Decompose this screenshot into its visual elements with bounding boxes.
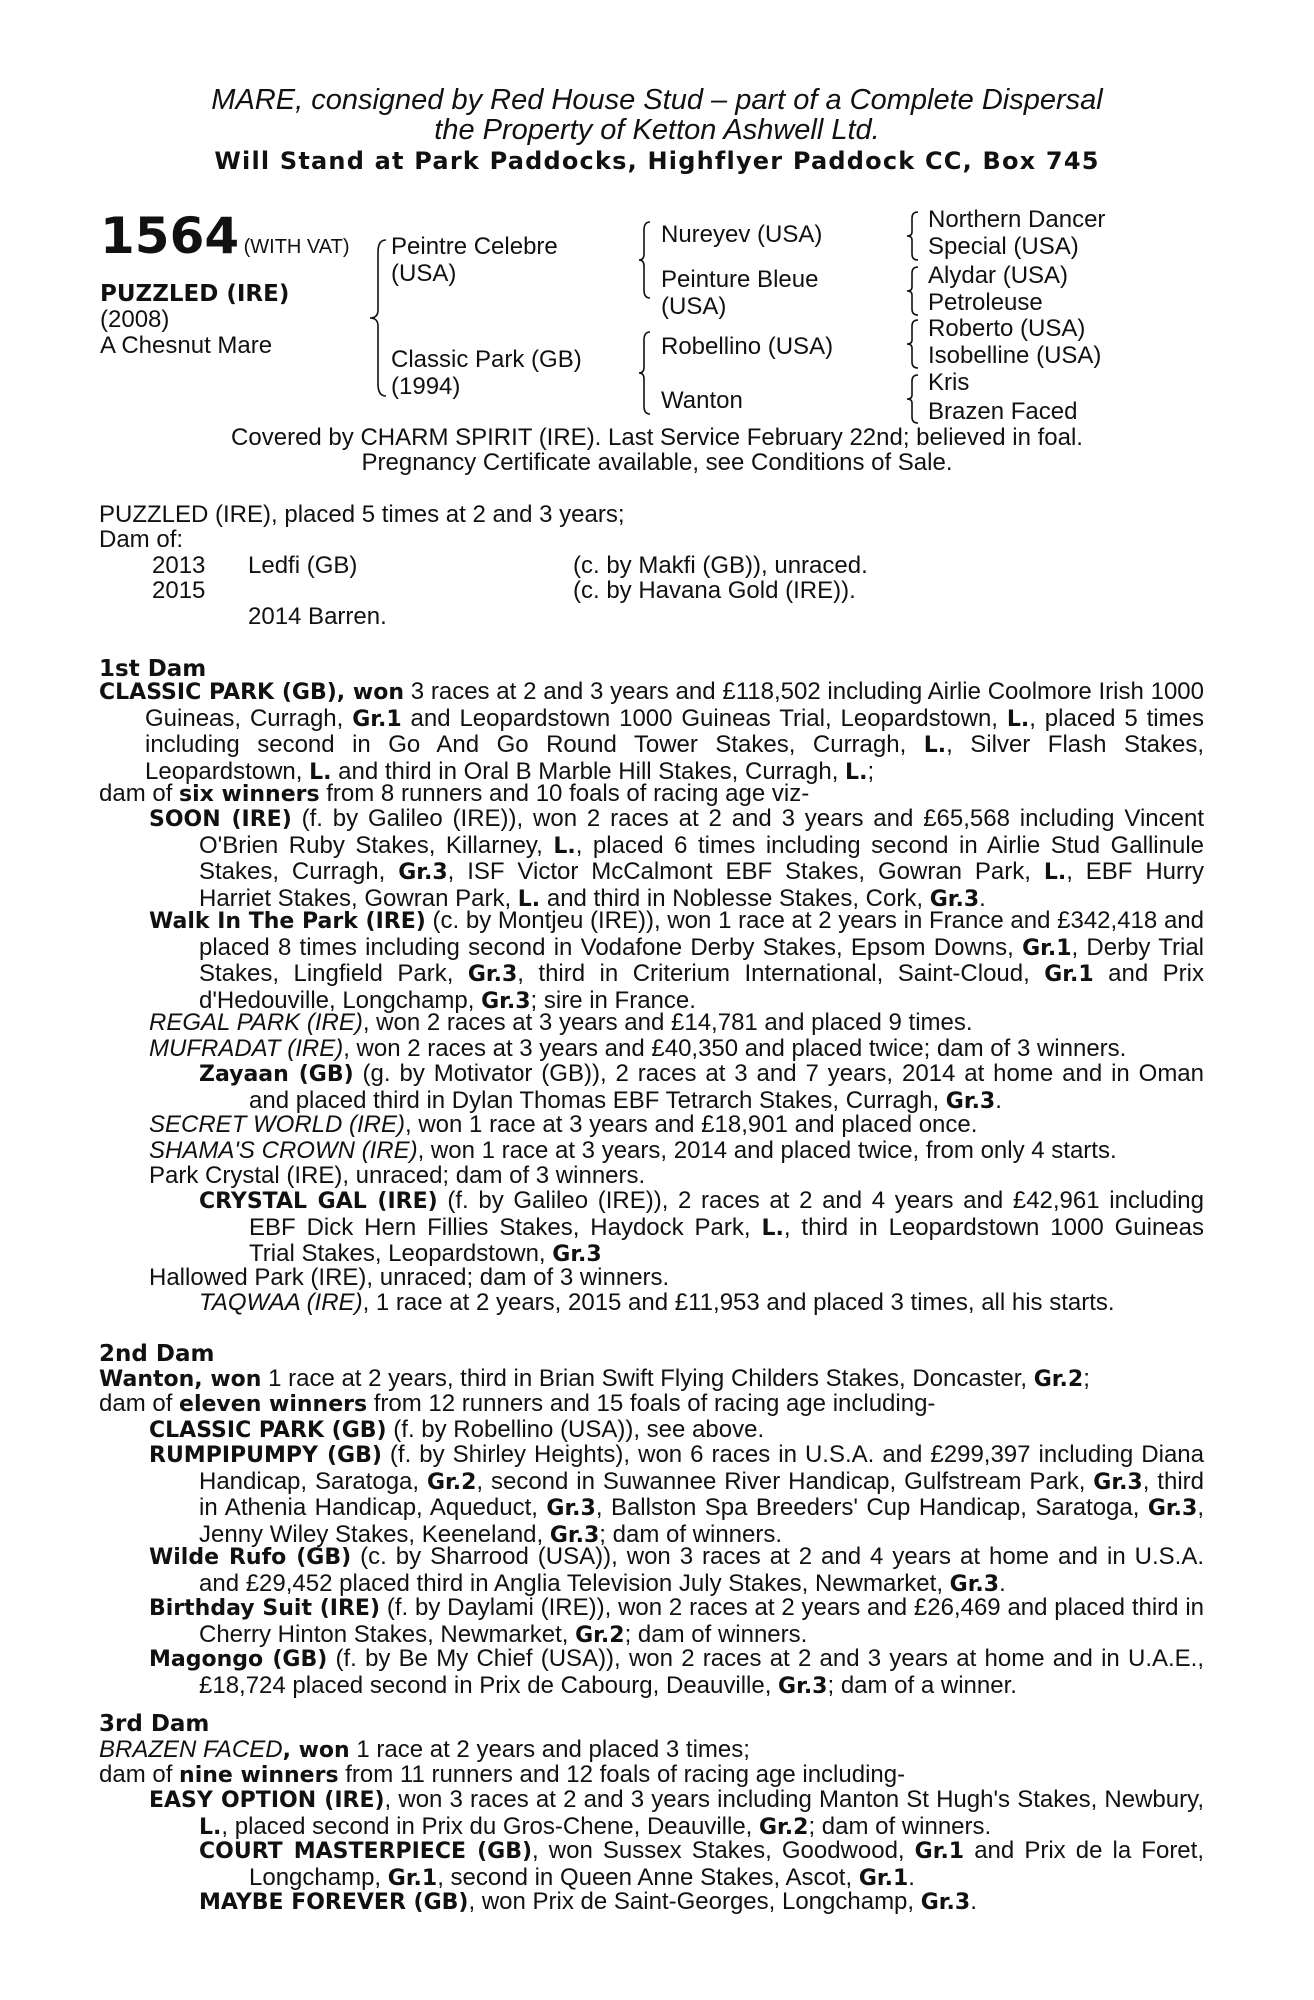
race-text: , second in Queen Anne Stakes, Ascot, [437, 1863, 859, 1891]
progeny-birthday-suit [149, 1595, 1204, 1648]
race-text: , placed 6 times including second in Airlie Stud Gallinule Stakes, Curragh, [199, 831, 1204, 886]
race-text: ; sire in France. [530, 986, 696, 1014]
covered-line: Covered by CHARM SPIRIT (IRE). Last Service February 22nd; believed in foal. [231, 424, 1083, 451]
grade-label: Gr.3 [546, 1496, 596, 1522]
grade-label: Gr.3 [1147, 1496, 1198, 1522]
dam-of-text: dam of [99, 1390, 180, 1417]
produce-intro: PUZZLED (IRE), placed 5 times at 2 and 3 years; [99, 501, 625, 528]
horse-name: Walk In The Park (IRE) [149, 909, 426, 934]
grade-label: Gr.3 [552, 1242, 602, 1268]
race-text: 3 races at 2 and 3 years and £118,502 including Airlie Coolmore Irish 1000 Guineas, Curragh, [145, 678, 1204, 732]
produce-note: (c. by Havana Gold (IRE)). [573, 577, 856, 604]
dam-of-text: dam of [99, 1761, 180, 1788]
race-text: , won 1 race at 3 years, 2014 and placed twice, from only 4 starts. [417, 1137, 1117, 1164]
grade-label: Gr.1 [914, 1839, 965, 1864]
grade-label: Gr.1 [387, 1865, 438, 1891]
pedigree-ssd: Special (USA) [928, 233, 1079, 260]
race-text: , second in Suwannee River Handicap, Gulfstream Park, [476, 1467, 1094, 1495]
grade-label: Gr.3 [467, 962, 518, 988]
second-dam-dam-of [99, 1391, 935, 1418]
race-text: , EBF Hurry Harriet Stakes, Gowran Park, [199, 858, 1205, 912]
pedigree-dam-dam: Wanton [661, 387, 743, 414]
progeny-magongo [149, 1646, 1204, 1699]
race-text: 1 race at 2 years and placed 3 times; [349, 1736, 750, 1763]
race-text: , third in Criterium International, Saint-Cloud, [517, 960, 1045, 988]
listed-label: L. [199, 1814, 222, 1840]
horse-name: Magongo (GB) [149, 1647, 328, 1672]
pedigree-brace-2b [638, 330, 652, 416]
pedigree-brace-3d [906, 373, 920, 425]
pedigree-sss: Northern Dancer [928, 206, 1106, 233]
grade-label: Gr.3 [778, 1673, 828, 1699]
listed-label: L. [923, 733, 947, 759]
race-text: ; dam of winners. [808, 1812, 992, 1840]
won-label: , won [194, 1367, 262, 1392]
pedigree-sire-sire: Nureyev (USA) [661, 221, 823, 248]
progeny-crystal-gal [199, 1188, 1204, 1268]
listed-label: L. [553, 833, 576, 859]
pedigree-dds: Kris [928, 369, 970, 396]
second-dam-main [99, 1366, 1090, 1393]
listed-label: L. [1043, 860, 1067, 886]
produce-year: 2015 [152, 577, 206, 604]
grade-label: Gr.3 [949, 1571, 1000, 1597]
grade-label: Gr.3 [920, 1890, 971, 1915]
lot-description: A Chesnut Mare [100, 332, 273, 359]
pedigree-brace-3b [906, 265, 920, 317]
race-text: , Jenny Wiley Stakes, Keeneland, [199, 1494, 1204, 1548]
progeny-shamas-crown [149, 1138, 1117, 1164]
horse-name: CLASSIC PARK (GB) [149, 1418, 387, 1443]
winners-count: eleven winners [179, 1392, 368, 1417]
grade-label: Gr.2 [759, 1814, 809, 1840]
grade-label: Gr.1 [1022, 935, 1072, 961]
race-text: . [970, 1888, 977, 1915]
vat-label: (WITH VAT) [243, 236, 350, 258]
pedigree-dam-sire: Robellino (USA) [661, 333, 834, 360]
progeny-zayaan [199, 1061, 1204, 1114]
race-text: . [999, 1569, 1006, 1597]
race-text: ; [1083, 1365, 1090, 1392]
lot-name: PUZZLED (IRE) [100, 281, 290, 307]
race-text: , won Sussex Stakes, Goodwood, [532, 1837, 915, 1864]
grade-label: Gr.3 [1093, 1469, 1143, 1495]
pedigree-dss: Roberto (USA) [928, 315, 1086, 342]
progeny-park-crystal: Park Crystal (IRE), unraced; dam of 3 winners. [149, 1162, 646, 1189]
progeny-hallowed-park: Hallowed Park (IRE), unraced; dam of 3 winners. [149, 1264, 670, 1291]
produce-year: 2013 [152, 552, 206, 579]
grade-label: Gr.3 [945, 1088, 996, 1114]
horse-name: SHAMA'S CROWN (IRE) [149, 1137, 418, 1164]
dam-of-text: from 11 runners and 12 foals of racing age including- [338, 1761, 906, 1788]
pedigree-ddd: Brazen Faced [928, 398, 1078, 425]
second-dam-heading: 2nd Dam [99, 1341, 215, 1367]
pedigree-sire-origin: (USA) [391, 260, 457, 287]
lot-number-block [100, 207, 350, 265]
progeny-walk-in-the-park [149, 908, 1204, 1014]
first-dam-name: CLASSIC PARK (GB) [99, 680, 337, 705]
grade-label: Gr.1 [352, 706, 402, 732]
dam-of-label: Dam of: [99, 526, 184, 553]
horse-name: Zayaan (GB) [199, 1062, 354, 1087]
horse-name: REGAL PARK (IRE) [149, 1009, 363, 1036]
won-label: , won [282, 1738, 350, 1763]
race-text: ; [867, 757, 875, 785]
grade-label: Gr.3 [929, 886, 980, 912]
race-text: ; dam of winners. [599, 1520, 783, 1548]
pedigree-sire-dam-origin: (USA) [661, 293, 727, 320]
race-text: (f. by Daylami (IRE)), won 2 races at 2 years and £26,469 and placed third in Cherry Hinton Stakes, Newmarket, [199, 1594, 1204, 1648]
horse-name: SECRET WORLD (IRE) [149, 1111, 406, 1138]
race-text: , won 2 races at 3 years and £40,350 and placed twice; dam of 3 winners. [343, 1035, 1127, 1062]
race-text: , won 1 race at 3 years and £18,901 and placed once. [405, 1111, 978, 1138]
listed-label: L. [845, 759, 868, 785]
winners-count: nine winners [179, 1763, 339, 1788]
produce-barren: 2014 Barren. [248, 603, 387, 630]
race-text: , Ballston Spa Breeders' Cup Handicap, Saratoga, [595, 1494, 1148, 1522]
race-text: (c. by Montjeu (IRE)), won 1 race at 2 years in France and £342,418 and placed 8 times including second in Vodafone Derby Stakes, Epsom Downs, [199, 907, 1204, 961]
race-text: . [908, 1863, 915, 1891]
race-text: and third in Noblesse Stakes, Cork, [540, 884, 930, 912]
race-text: 1 race at 2 years, third in Brian Swift Flying Childers Stakes, Doncaster, [261, 1365, 1034, 1392]
race-text: (f. by Galileo (IRE)), won 2 races at 2 and 3 years and £65,568 including Vincent O'Brien Ruby Stakes, Killarney, [199, 805, 1204, 859]
third-dam-name: BRAZEN FACED [99, 1736, 283, 1763]
listed-label: L. [309, 759, 332, 785]
pedigree-dam: Classic Park (GB) [391, 346, 582, 373]
horse-name: Birthday Suit (IRE) [149, 1596, 381, 1621]
progeny-regal-park [149, 1010, 973, 1036]
won-label: , won [336, 680, 404, 705]
race-text: (f. by Be My Chief (USA)), won 2 races at 2 and 3 years at home and in U.A.E., £18,724 placed second in Prix de Cabourg, Deauville, [199, 1645, 1205, 1699]
horse-name: MUFRADAT (IRE) [149, 1035, 344, 1062]
race-text: (f. by Robellino (USA)), see above. [386, 1416, 765, 1443]
progeny-rumpipumpy [149, 1442, 1204, 1548]
pedigree-brace-1 [368, 238, 388, 398]
horse-name: TAQWAA (IRE) [199, 1289, 363, 1316]
grade-label: Gr.2 [575, 1622, 625, 1648]
pedigree-brace-3c [906, 318, 920, 370]
grade-label: Gr.1 [858, 1865, 909, 1891]
header-stand-line: Will Stand at Park Paddocks, Highflyer Paddock CC, Box 745 [214, 147, 1100, 175]
race-text: , won 3 races at 2 and 3 years including Manton St Hugh's Stakes, Newbury, [384, 1786, 1204, 1813]
progeny-taqwaa [199, 1290, 1115, 1316]
race-text: , won 2 races at 3 years and £14,781 and placed 9 times. [362, 1009, 973, 1036]
race-text: . [979, 884, 986, 912]
pedigree-sire-dam: Peinture Bleue [661, 266, 819, 293]
race-text: and Prix de la Foret, Longchamp, [249, 1837, 1204, 1891]
horse-name: COURT MASTERPIECE (GB) [199, 1839, 533, 1864]
progeny-wilde-rufo [149, 1544, 1204, 1597]
third-dam-heading: 3rd Dam [99, 1711, 210, 1737]
dam-of-text: dam of [99, 780, 180, 807]
progeny-maybe-forever [199, 1889, 977, 1916]
header-property-line: the Property of Ketton Ashwell Ltd. [434, 114, 880, 146]
race-text: (f. by Galileo (IRE)), 2 races at 2 and 4 years and £42,961 including EBF Dick Hern Fillies Stakes, Haydock Park, [249, 1187, 1204, 1241]
lot-year: (2008) [100, 306, 170, 333]
grade-label: Gr.2 [1033, 1367, 1084, 1392]
race-text: , placed 5 times including second in Go And Go Round Tower Stakes, Curragh, [145, 704, 1204, 759]
first-dam-dam-of [99, 781, 809, 808]
pregnancy-line: Pregnancy Certificate available, see Conditions of Sale. [361, 449, 953, 476]
race-text: , won Prix de Saint-Georges, Longchamp, [468, 1888, 921, 1915]
race-text: and third in Oral B Marble Hill Stakes, Curragh, [331, 757, 846, 785]
race-text: , 1 race at 2 years, 2015 and £11,953 and placed 3 times, all his starts. [362, 1289, 1115, 1316]
race-text: , ISF Victor McCalmont EBF Stakes, Gowran Park, [447, 858, 1044, 886]
lot-number: 1564 [100, 207, 240, 265]
pedigree-sdd: Petroleuse [928, 289, 1043, 316]
dam-of-text: from 8 runners and 10 foals of racing age viz- [319, 780, 810, 807]
horse-name: MAYBE FOREVER (GB) [199, 1890, 469, 1915]
pedigree-sire: Peintre Celebre [391, 233, 558, 260]
pedigree-brace-3a [906, 210, 920, 262]
grade-label: Gr.2 [426, 1469, 477, 1495]
horse-name: CRYSTAL GAL (IRE) [199, 1189, 438, 1214]
header-consignor-line: MARE, consigned by Red House Stud – part of a Complete Dispersal [211, 84, 1103, 116]
listed-label: L. [761, 1215, 784, 1241]
pedigree-brace-2a [638, 220, 652, 300]
horse-name: RUMPIPUMPY (GB) [149, 1443, 382, 1468]
race-text: and Leopardstown 1000 Guineas Trial, Leopardstown, [401, 704, 1007, 732]
race-text: and Prix d'Hedouville, Longchamp, [199, 960, 1204, 1014]
grade-label: Gr.3 [481, 988, 531, 1014]
race-text: , Silver Flash Stakes, Leopardstown, [145, 731, 1204, 785]
horse-name: EASY OPTION (IRE) [149, 1788, 385, 1813]
progeny-easy-option [149, 1787, 1204, 1840]
second-dam-name: Wanton [99, 1367, 195, 1392]
third-dam-dam-of [99, 1762, 905, 1789]
race-text: (f. by Shirley Heights), won 6 races in U.S.A. and £299,397 including Diana Handicap, Saratoga, [199, 1441, 1204, 1495]
race-text: (g. by Motivator (GB)), 2 races at 3 and 7 years, 2014 at home and in Oman and placed third in Dylan Thomas EBF Tetrarch Stakes, Curragh, [249, 1060, 1205, 1114]
listed-label: L. [1006, 706, 1030, 732]
race-text: , third in Leopardstown 1000 Guineas Trial Stakes, Leopardstown, [249, 1213, 1204, 1268]
pedigree-dam-year: (1994) [391, 373, 461, 400]
race-text: ; dam of winners. [624, 1620, 808, 1648]
pedigree-dsd: Isobelline (USA) [928, 342, 1102, 369]
winners-count: six winners [179, 782, 320, 807]
first-dam-heading: 1st Dam [99, 656, 207, 682]
progeny-classic-park [149, 1417, 764, 1444]
race-text: . [995, 1086, 1002, 1114]
grade-label: Gr.3 [549, 1522, 600, 1548]
progeny-mufradat [149, 1036, 1126, 1062]
third-dam-main [99, 1737, 750, 1764]
horse-name: SOON (IRE) [149, 807, 292, 832]
progeny-court-masterpiece [199, 1838, 1204, 1891]
first-dam-main [99, 679, 1204, 785]
produce-name: Ledfi (GB) [248, 552, 358, 579]
horse-name: Wilde Rufo (GB) [149, 1545, 352, 1570]
produce-note: (c. by Makfi (GB)), unraced. [573, 552, 868, 579]
grade-label: Gr.1 [1044, 962, 1094, 988]
race-text: , Derby Trial Stakes, Lingfield Park, [199, 933, 1205, 988]
race-text: (c. by Sharrood (USA)), won 3 races at 2 and 4 years at home and in U.S.A. and £29,452 placed third in Anglia Television July Stakes, Newmarket, [199, 1543, 1205, 1597]
progeny-soon [149, 806, 1204, 912]
grade-label: Gr.3 [398, 860, 448, 886]
dam-of-text: from 12 runners and 15 foals of racing age including- [367, 1390, 936, 1417]
listed-label: L. [517, 886, 541, 912]
race-text: , third in Athenia Handicap, Aqueduct, [199, 1467, 1204, 1522]
race-text: , placed second in Prix du Gros-Chene, Deauville, [221, 1812, 759, 1840]
pedigree-sds: Alydar (USA) [928, 262, 1069, 289]
progeny-secret-world [149, 1112, 977, 1138]
race-text: ; dam of a winner. [827, 1671, 1017, 1699]
